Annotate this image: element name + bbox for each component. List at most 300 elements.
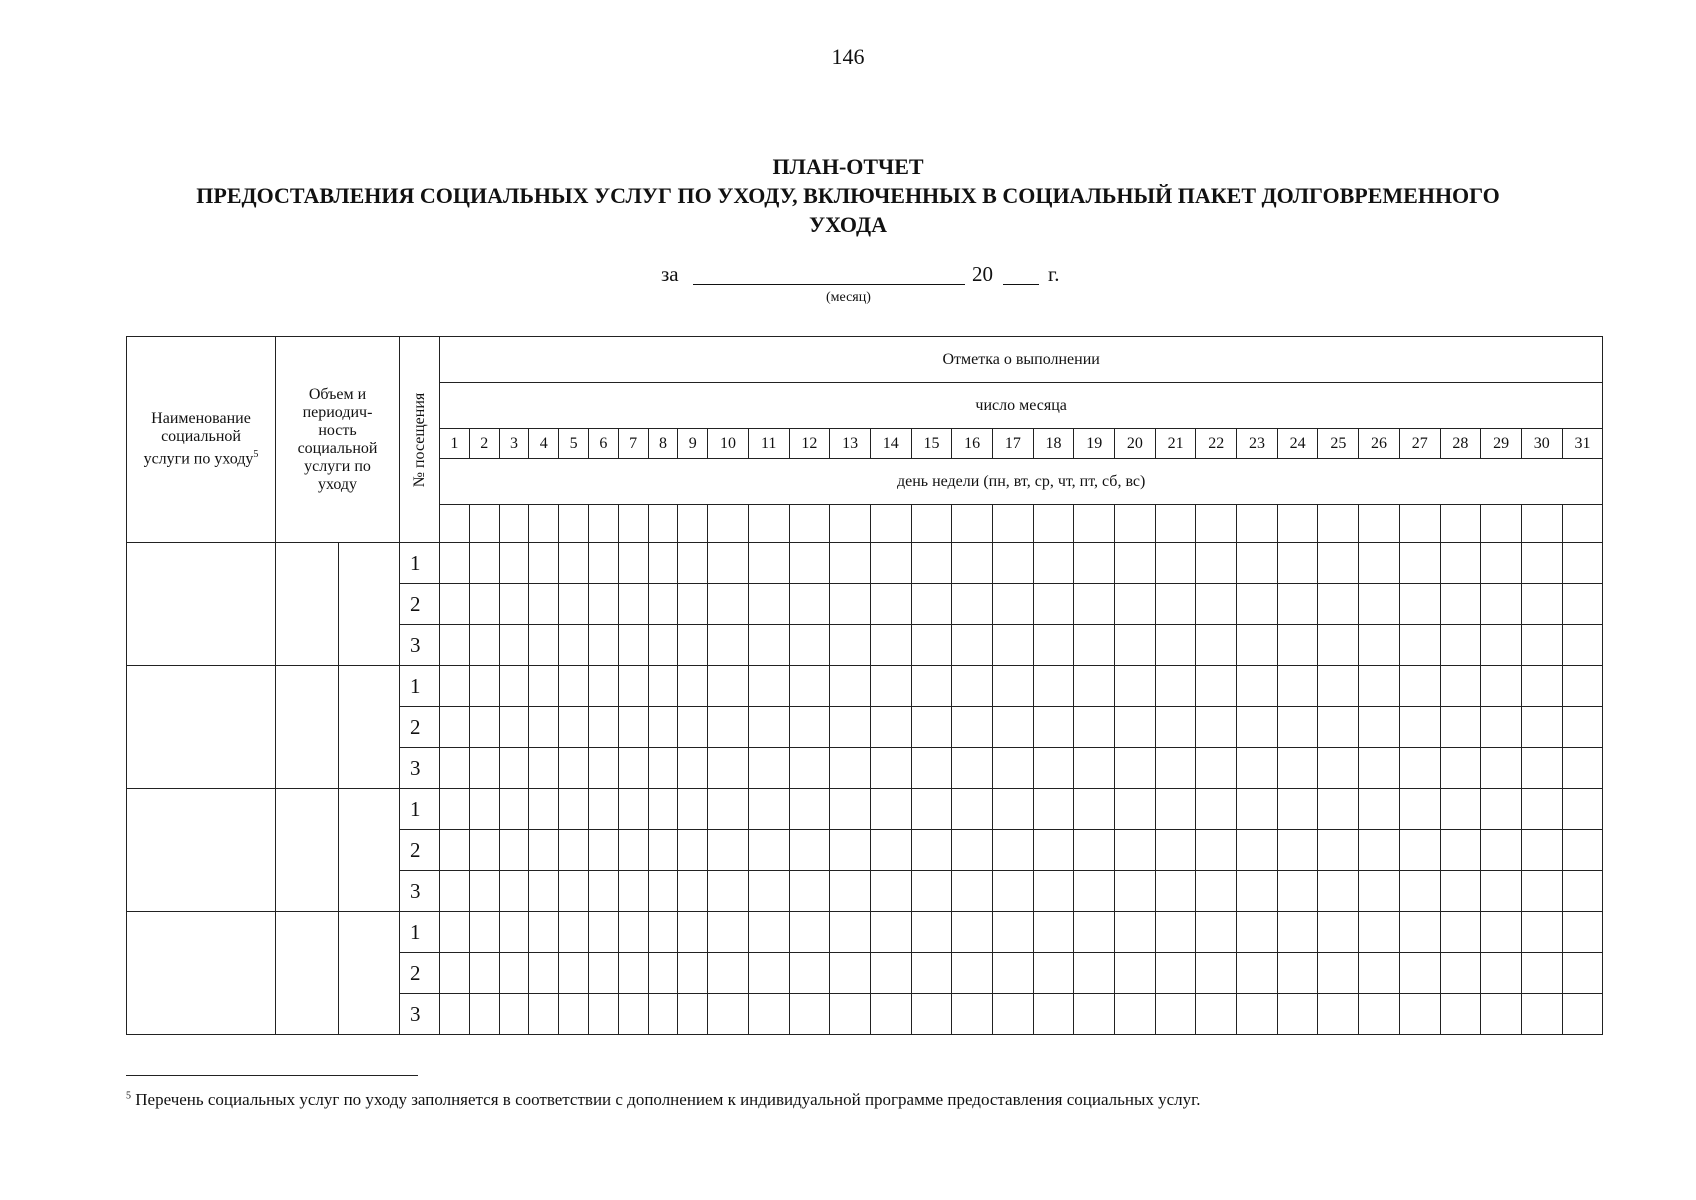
mark-cell[interactable] <box>1237 789 1278 830</box>
mark-cell[interactable] <box>678 789 708 830</box>
mark-cell[interactable] <box>1074 953 1115 994</box>
mark-cell[interactable] <box>1033 543 1074 584</box>
mark-cell[interactable] <box>1399 830 1440 871</box>
weekday-cell-11[interactable] <box>748 505 789 543</box>
mark-cell[interactable] <box>992 871 1033 912</box>
mark-cell[interactable] <box>1481 543 1522 584</box>
mark-cell[interactable] <box>469 953 499 994</box>
mark-cell[interactable] <box>559 871 589 912</box>
mark-cell[interactable] <box>1399 625 1440 666</box>
mark-cell[interactable] <box>1359 789 1400 830</box>
mark-cell[interactable] <box>830 789 871 830</box>
mark-cell[interactable] <box>1115 830 1156 871</box>
weekday-cell-10[interactable] <box>708 505 749 543</box>
weekday-cell-20[interactable] <box>1115 505 1156 543</box>
mark-cell[interactable] <box>440 994 470 1035</box>
mark-cell[interactable] <box>529 625 559 666</box>
volume-cell[interactable] <box>276 789 339 912</box>
mark-cell[interactable] <box>618 666 648 707</box>
mark-cell[interactable] <box>830 953 871 994</box>
mark-cell[interactable] <box>789 625 830 666</box>
mark-cell[interactable] <box>1277 584 1318 625</box>
mark-cell[interactable] <box>588 830 618 871</box>
mark-cell[interactable] <box>529 871 559 912</box>
mark-cell[interactable] <box>789 830 830 871</box>
mark-cell[interactable] <box>1318 707 1359 748</box>
mark-cell[interactable] <box>1196 748 1237 789</box>
mark-cell[interactable] <box>1399 748 1440 789</box>
mark-cell[interactable] <box>440 625 470 666</box>
mark-cell[interactable] <box>1399 994 1440 1035</box>
mark-cell[interactable] <box>1481 912 1522 953</box>
mark-cell[interactable] <box>559 543 589 584</box>
mark-cell[interactable] <box>1399 666 1440 707</box>
mark-cell[interactable] <box>992 912 1033 953</box>
mark-cell[interactable] <box>1196 830 1237 871</box>
mark-cell[interactable] <box>748 625 789 666</box>
service-name-cell[interactable] <box>127 912 276 1035</box>
mark-cell[interactable] <box>952 748 993 789</box>
mark-cell[interactable] <box>708 912 749 953</box>
mark-cell[interactable] <box>469 830 499 871</box>
mark-cell[interactable] <box>529 994 559 1035</box>
mark-cell[interactable] <box>1318 625 1359 666</box>
mark-cell[interactable] <box>469 584 499 625</box>
mark-cell[interactable] <box>1562 994 1603 1035</box>
mark-cell[interactable] <box>618 748 648 789</box>
mark-cell[interactable] <box>499 584 529 625</box>
mark-cell[interactable] <box>870 994 911 1035</box>
mark-cell[interactable] <box>618 584 648 625</box>
mark-cell[interactable] <box>830 584 871 625</box>
volume-cell[interactable] <box>276 543 339 666</box>
mark-cell[interactable] <box>559 625 589 666</box>
mark-cell[interactable] <box>1359 666 1400 707</box>
weekday-cell-15[interactable] <box>911 505 952 543</box>
mark-cell[interactable] <box>911 625 952 666</box>
mark-cell[interactable] <box>678 912 708 953</box>
mark-cell[interactable] <box>1277 871 1318 912</box>
mark-cell[interactable] <box>529 543 559 584</box>
mark-cell[interactable] <box>1196 912 1237 953</box>
mark-cell[interactable] <box>748 953 789 994</box>
mark-cell[interactable] <box>1115 584 1156 625</box>
mark-cell[interactable] <box>1359 748 1400 789</box>
mark-cell[interactable] <box>588 625 618 666</box>
mark-cell[interactable] <box>1359 584 1400 625</box>
mark-cell[interactable] <box>1399 789 1440 830</box>
weekday-cell-25[interactable] <box>1318 505 1359 543</box>
mark-cell[interactable] <box>588 543 618 584</box>
mark-cell[interactable] <box>529 584 559 625</box>
mark-cell[interactable] <box>1277 748 1318 789</box>
mark-cell[interactable] <box>952 994 993 1035</box>
mark-cell[interactable] <box>1481 953 1522 994</box>
mark-cell[interactable] <box>1196 871 1237 912</box>
mark-cell[interactable] <box>1318 994 1359 1035</box>
mark-cell[interactable] <box>1115 789 1156 830</box>
mark-cell[interactable] <box>559 666 589 707</box>
mark-cell[interactable] <box>1155 830 1196 871</box>
mark-cell[interactable] <box>748 666 789 707</box>
mark-cell[interactable] <box>559 912 589 953</box>
mark-cell[interactable] <box>1155 584 1196 625</box>
month-blank-field[interactable] <box>693 284 965 285</box>
mark-cell[interactable] <box>499 830 529 871</box>
mark-cell[interactable] <box>588 912 618 953</box>
mark-cell[interactable] <box>648 912 678 953</box>
mark-cell[interactable] <box>1562 707 1603 748</box>
weekday-cell-30[interactable] <box>1521 505 1562 543</box>
mark-cell[interactable] <box>678 584 708 625</box>
mark-cell[interactable] <box>1440 625 1481 666</box>
mark-cell[interactable] <box>911 953 952 994</box>
mark-cell[interactable] <box>440 666 470 707</box>
mark-cell[interactable] <box>870 830 911 871</box>
mark-cell[interactable] <box>1237 584 1278 625</box>
mark-cell[interactable] <box>499 748 529 789</box>
mark-cell[interactable] <box>1155 625 1196 666</box>
mark-cell[interactable] <box>1155 912 1196 953</box>
mark-cell[interactable] <box>1033 871 1074 912</box>
mark-cell[interactable] <box>1115 871 1156 912</box>
mark-cell[interactable] <box>1277 789 1318 830</box>
mark-cell[interactable] <box>588 666 618 707</box>
mark-cell[interactable] <box>499 912 529 953</box>
mark-cell[interactable] <box>1481 871 1522 912</box>
mark-cell[interactable] <box>708 625 749 666</box>
mark-cell[interactable] <box>708 994 749 1035</box>
mark-cell[interactable] <box>1033 666 1074 707</box>
mark-cell[interactable] <box>588 584 618 625</box>
mark-cell[interactable] <box>1318 953 1359 994</box>
mark-cell[interactable] <box>1440 707 1481 748</box>
mark-cell[interactable] <box>1196 625 1237 666</box>
mark-cell[interactable] <box>830 666 871 707</box>
weekday-cell-26[interactable] <box>1359 505 1400 543</box>
weekday-cell-5[interactable] <box>559 505 589 543</box>
mark-cell[interactable] <box>911 707 952 748</box>
mark-cell[interactable] <box>830 707 871 748</box>
weekday-cell-9[interactable] <box>678 505 708 543</box>
mark-cell[interactable] <box>1115 748 1156 789</box>
mark-cell[interactable] <box>1440 871 1481 912</box>
mark-cell[interactable] <box>992 953 1033 994</box>
mark-cell[interactable] <box>1318 543 1359 584</box>
mark-cell[interactable] <box>708 789 749 830</box>
mark-cell[interactable] <box>678 871 708 912</box>
mark-cell[interactable] <box>559 994 589 1035</box>
mark-cell[interactable] <box>1521 748 1562 789</box>
mark-cell[interactable] <box>1399 707 1440 748</box>
mark-cell[interactable] <box>499 789 529 830</box>
mark-cell[interactable] <box>1359 994 1400 1035</box>
mark-cell[interactable] <box>559 584 589 625</box>
mark-cell[interactable] <box>1196 994 1237 1035</box>
mark-cell[interactable] <box>469 912 499 953</box>
mark-cell[interactable] <box>1440 994 1481 1035</box>
mark-cell[interactable] <box>529 789 559 830</box>
mark-cell[interactable] <box>618 789 648 830</box>
mark-cell[interactable] <box>911 871 952 912</box>
mark-cell[interactable] <box>830 543 871 584</box>
mark-cell[interactable] <box>469 871 499 912</box>
mark-cell[interactable] <box>1237 953 1278 994</box>
mark-cell[interactable] <box>1399 953 1440 994</box>
mark-cell[interactable] <box>1196 707 1237 748</box>
mark-cell[interactable] <box>1074 625 1115 666</box>
mark-cell[interactable] <box>648 666 678 707</box>
mark-cell[interactable] <box>830 871 871 912</box>
mark-cell[interactable] <box>440 830 470 871</box>
mark-cell[interactable] <box>588 789 618 830</box>
mark-cell[interactable] <box>440 748 470 789</box>
mark-cell[interactable] <box>748 830 789 871</box>
periodicity-cell[interactable] <box>339 666 400 789</box>
mark-cell[interactable] <box>1277 543 1318 584</box>
mark-cell[interactable] <box>992 994 1033 1035</box>
mark-cell[interactable] <box>708 953 749 994</box>
mark-cell[interactable] <box>870 666 911 707</box>
mark-cell[interactable] <box>618 871 648 912</box>
mark-cell[interactable] <box>1399 584 1440 625</box>
mark-cell[interactable] <box>648 830 678 871</box>
mark-cell[interactable] <box>1074 789 1115 830</box>
mark-cell[interactable] <box>952 584 993 625</box>
mark-cell[interactable] <box>1562 912 1603 953</box>
mark-cell[interactable] <box>1115 625 1156 666</box>
mark-cell[interactable] <box>1562 748 1603 789</box>
mark-cell[interactable] <box>1033 584 1074 625</box>
mark-cell[interactable] <box>830 748 871 789</box>
service-name-cell[interactable] <box>127 666 276 789</box>
mark-cell[interactable] <box>1318 871 1359 912</box>
mark-cell[interactable] <box>678 748 708 789</box>
mark-cell[interactable] <box>748 871 789 912</box>
mark-cell[interactable] <box>1155 871 1196 912</box>
weekday-cell-24[interactable] <box>1277 505 1318 543</box>
mark-cell[interactable] <box>1033 953 1074 994</box>
mark-cell[interactable] <box>1033 912 1074 953</box>
mark-cell[interactable] <box>469 789 499 830</box>
mark-cell[interactable] <box>1277 994 1318 1035</box>
mark-cell[interactable] <box>1562 830 1603 871</box>
mark-cell[interactable] <box>559 789 589 830</box>
mark-cell[interactable] <box>1074 584 1115 625</box>
mark-cell[interactable] <box>678 953 708 994</box>
mark-cell[interactable] <box>1399 543 1440 584</box>
mark-cell[interactable] <box>1318 666 1359 707</box>
mark-cell[interactable] <box>529 748 559 789</box>
mark-cell[interactable] <box>1521 871 1562 912</box>
weekday-cell-29[interactable] <box>1481 505 1522 543</box>
weekday-cell-6[interactable] <box>588 505 618 543</box>
mark-cell[interactable] <box>559 830 589 871</box>
mark-cell[interactable] <box>529 953 559 994</box>
mark-cell[interactable] <box>1074 748 1115 789</box>
mark-cell[interactable] <box>1277 666 1318 707</box>
mark-cell[interactable] <box>618 994 648 1035</box>
mark-cell[interactable] <box>789 789 830 830</box>
mark-cell[interactable] <box>1440 584 1481 625</box>
mark-cell[interactable] <box>1155 994 1196 1035</box>
mark-cell[interactable] <box>789 707 830 748</box>
mark-cell[interactable] <box>1155 953 1196 994</box>
mark-cell[interactable] <box>1033 748 1074 789</box>
weekday-cell-2[interactable] <box>469 505 499 543</box>
mark-cell[interactable] <box>588 707 618 748</box>
mark-cell[interactable] <box>1237 543 1278 584</box>
mark-cell[interactable] <box>678 707 708 748</box>
weekday-cell-13[interactable] <box>830 505 871 543</box>
mark-cell[interactable] <box>992 584 1033 625</box>
mark-cell[interactable] <box>529 912 559 953</box>
mark-cell[interactable] <box>1521 666 1562 707</box>
mark-cell[interactable] <box>1481 994 1522 1035</box>
mark-cell[interactable] <box>1277 912 1318 953</box>
mark-cell[interactable] <box>708 666 749 707</box>
mark-cell[interactable] <box>529 666 559 707</box>
mark-cell[interactable] <box>678 666 708 707</box>
mark-cell[interactable] <box>1562 789 1603 830</box>
mark-cell[interactable] <box>911 584 952 625</box>
mark-cell[interactable] <box>1521 830 1562 871</box>
mark-cell[interactable] <box>440 871 470 912</box>
mark-cell[interactable] <box>1359 830 1400 871</box>
mark-cell[interactable] <box>588 748 618 789</box>
mark-cell[interactable] <box>870 584 911 625</box>
mark-cell[interactable] <box>830 912 871 953</box>
mark-cell[interactable] <box>952 666 993 707</box>
mark-cell[interactable] <box>748 543 789 584</box>
weekday-cell-27[interactable] <box>1399 505 1440 543</box>
mark-cell[interactable] <box>1033 707 1074 748</box>
mark-cell[interactable] <box>559 953 589 994</box>
weekday-cell-16[interactable] <box>952 505 993 543</box>
mark-cell[interactable] <box>1481 584 1522 625</box>
mark-cell[interactable] <box>1196 543 1237 584</box>
periodicity-cell[interactable] <box>339 543 400 666</box>
mark-cell[interactable] <box>1237 830 1278 871</box>
mark-cell[interactable] <box>529 707 559 748</box>
mark-cell[interactable] <box>648 748 678 789</box>
mark-cell[interactable] <box>440 789 470 830</box>
mark-cell[interactable] <box>469 707 499 748</box>
mark-cell[interactable] <box>1440 543 1481 584</box>
mark-cell[interactable] <box>1237 871 1278 912</box>
mark-cell[interactable] <box>618 953 648 994</box>
mark-cell[interactable] <box>1074 543 1115 584</box>
mark-cell[interactable] <box>789 543 830 584</box>
mark-cell[interactable] <box>1237 912 1278 953</box>
mark-cell[interactable] <box>1399 871 1440 912</box>
mark-cell[interactable] <box>1359 543 1400 584</box>
mark-cell[interactable] <box>1481 748 1522 789</box>
mark-cell[interactable] <box>499 994 529 1035</box>
mark-cell[interactable] <box>708 584 749 625</box>
mark-cell[interactable] <box>911 666 952 707</box>
mark-cell[interactable] <box>1115 543 1156 584</box>
mark-cell[interactable] <box>1074 707 1115 748</box>
mark-cell[interactable] <box>992 666 1033 707</box>
mark-cell[interactable] <box>1115 994 1156 1035</box>
weekday-cell-28[interactable] <box>1440 505 1481 543</box>
mark-cell[interactable] <box>1277 830 1318 871</box>
mark-cell[interactable] <box>1440 953 1481 994</box>
mark-cell[interactable] <box>1440 748 1481 789</box>
weekday-cell-1[interactable] <box>440 505 470 543</box>
mark-cell[interactable] <box>1318 912 1359 953</box>
weekday-cell-22[interactable] <box>1196 505 1237 543</box>
weekday-cell-14[interactable] <box>870 505 911 543</box>
mark-cell[interactable] <box>1033 625 1074 666</box>
mark-cell[interactable] <box>870 625 911 666</box>
mark-cell[interactable] <box>1033 830 1074 871</box>
mark-cell[interactable] <box>1196 666 1237 707</box>
mark-cell[interactable] <box>992 748 1033 789</box>
mark-cell[interactable] <box>1399 912 1440 953</box>
mark-cell[interactable] <box>1277 707 1318 748</box>
mark-cell[interactable] <box>678 625 708 666</box>
mark-cell[interactable] <box>1196 953 1237 994</box>
periodicity-cell[interactable] <box>339 912 400 1035</box>
mark-cell[interactable] <box>1074 871 1115 912</box>
volume-cell[interactable] <box>276 666 339 789</box>
mark-cell[interactable] <box>1521 912 1562 953</box>
mark-cell[interactable] <box>1481 830 1522 871</box>
weekday-cell-19[interactable] <box>1074 505 1115 543</box>
mark-cell[interactable] <box>708 748 749 789</box>
mark-cell[interactable] <box>529 830 559 871</box>
mark-cell[interactable] <box>748 912 789 953</box>
mark-cell[interactable] <box>748 707 789 748</box>
service-name-cell[interactable] <box>127 789 276 912</box>
mark-cell[interactable] <box>1440 912 1481 953</box>
mark-cell[interactable] <box>1155 666 1196 707</box>
mark-cell[interactable] <box>789 953 830 994</box>
mark-cell[interactable] <box>1481 707 1522 748</box>
mark-cell[interactable] <box>440 953 470 994</box>
mark-cell[interactable] <box>1074 994 1115 1035</box>
mark-cell[interactable] <box>992 543 1033 584</box>
mark-cell[interactable] <box>1521 994 1562 1035</box>
mark-cell[interactable] <box>1074 912 1115 953</box>
mark-cell[interactable] <box>1237 994 1278 1035</box>
mark-cell[interactable] <box>469 748 499 789</box>
mark-cell[interactable] <box>789 912 830 953</box>
service-name-cell[interactable] <box>127 543 276 666</box>
weekday-cell-31[interactable] <box>1562 505 1603 543</box>
weekday-cell-23[interactable] <box>1237 505 1278 543</box>
mark-cell[interactable] <box>1237 748 1278 789</box>
mark-cell[interactable] <box>1562 666 1603 707</box>
mark-cell[interactable] <box>588 994 618 1035</box>
mark-cell[interactable] <box>499 625 529 666</box>
mark-cell[interactable] <box>870 871 911 912</box>
weekday-cell-4[interactable] <box>529 505 559 543</box>
mark-cell[interactable] <box>992 625 1033 666</box>
mark-cell[interactable] <box>1115 707 1156 748</box>
mark-cell[interactable] <box>648 625 678 666</box>
mark-cell[interactable] <box>1237 707 1278 748</box>
mark-cell[interactable] <box>1155 748 1196 789</box>
mark-cell[interactable] <box>748 789 789 830</box>
mark-cell[interactable] <box>952 543 993 584</box>
mark-cell[interactable] <box>870 707 911 748</box>
mark-cell[interactable] <box>1359 707 1400 748</box>
mark-cell[interactable] <box>1521 584 1562 625</box>
periodicity-cell[interactable] <box>339 789 400 912</box>
